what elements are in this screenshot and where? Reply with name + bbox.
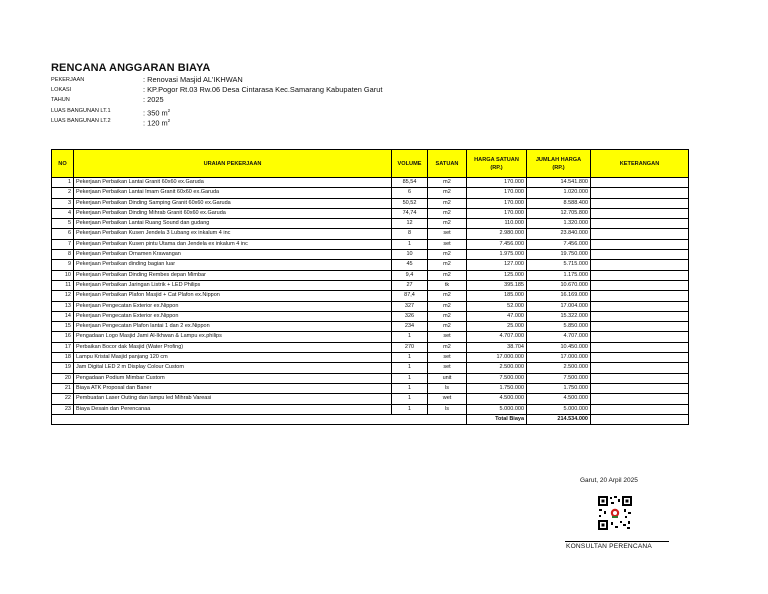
info-label: LUAS BANGUNAN LT.1: [51, 107, 111, 114]
cell-no: 15: [52, 322, 74, 332]
cell-uraian: Pekerjaan Perbaikan Dinding Samping Granit 60x60 ex.Garuda: [74, 198, 392, 208]
cell-no: 12: [52, 291, 74, 301]
info-value: [143, 106, 170, 116]
table-row: [52, 353, 689, 363]
cell-jumlah-harga: 1.020.000: [527, 188, 591, 198]
cell-volume: 326: [392, 311, 428, 321]
cell-no: 18: [52, 353, 74, 363]
document-title: RENCANA ANGGARAN BIAYA: [51, 62, 211, 74]
info-row-luas-lt1: [51, 106, 382, 116]
table-row: [52, 301, 689, 311]
cell-no: 20: [52, 373, 74, 383]
cell-jumlah-harga: 7.500.000: [527, 373, 591, 383]
table-row: [52, 188, 689, 198]
cell-satuan: ls: [428, 383, 467, 393]
cell-keterangan: [591, 301, 689, 311]
cell-satuan: ls: [428, 404, 467, 414]
cell-volume: 1: [392, 353, 428, 363]
info-row-luas-lt2: [51, 116, 382, 126]
cell-satuan: set: [428, 363, 467, 373]
cell-uraian: Biaya ATK Proposal dan Baner: [74, 383, 392, 393]
cell-volume: 1: [392, 394, 428, 404]
total-label: Total Biaya: [467, 414, 527, 424]
cell-jumlah-harga: 15.322.000: [527, 311, 591, 321]
cell-satuan: m2: [428, 178, 467, 188]
cell-satuan: set: [428, 229, 467, 239]
cell-volume: 270: [392, 342, 428, 352]
cell-uraian: Biaya Desain dan Perencanaa: [74, 404, 392, 414]
info-value-text: : 120 m: [143, 118, 168, 128]
cell-satuan: m2: [428, 208, 467, 218]
cell-satuan: m2: [428, 301, 467, 311]
cell-no: 3: [52, 198, 74, 208]
unit-superscript: 2: [167, 107, 171, 113]
cell-keterangan: [591, 229, 689, 239]
cell-no: 7: [52, 239, 74, 249]
cell-uraian: Lampu Kristal Masjid panjang 120 cm: [74, 353, 392, 363]
cell-volume: 27: [392, 280, 428, 290]
total-row: [52, 414, 689, 424]
cell-no: 14: [52, 311, 74, 321]
cell-harga-satuan: 17.000.000: [467, 353, 527, 363]
table-row: [52, 280, 689, 290]
cell-keterangan: [591, 219, 689, 229]
cell-no: 11: [52, 280, 74, 290]
cell-jumlah-harga: 16.169.000: [527, 291, 591, 301]
header-uraian: URAIAN PEKERJAAN: [74, 150, 392, 178]
cell-keterangan: [591, 363, 689, 373]
cell-no: 19: [52, 363, 74, 373]
cell-keterangan: [591, 260, 689, 270]
cell-uraian: Perbaikan Bocor dak Masjid (Water Profing): [74, 342, 392, 352]
cell-keterangan: [591, 250, 689, 260]
cell-jumlah-harga: 19.750.000: [527, 250, 591, 260]
cell-harga-satuan: 47.000: [467, 311, 527, 321]
cell-jumlah-harga: 4.500.000: [527, 394, 591, 404]
total-spacer: [52, 414, 467, 424]
cell-volume: 9,4: [392, 270, 428, 280]
cell-keterangan: [591, 291, 689, 301]
consultant-title: KONSULTAN PERENCANA: [566, 543, 652, 550]
cell-jumlah-harga: 17.004.000: [527, 301, 591, 311]
cell-satuan: m2: [428, 219, 467, 229]
cell-satuan: m2: [428, 291, 467, 301]
cell-harga-satuan: 125.000: [467, 270, 527, 280]
cell-harga-satuan: 7.456.000: [467, 239, 527, 249]
cell-uraian: Pekerjaan Perbaikan Kusen pintu Utama dan Jendela ex inkalum 4 inc: [74, 239, 392, 249]
budget-table: [51, 149, 689, 425]
table-body: [52, 178, 689, 415]
cell-uraian: Pekerjaan Pengecatan Exterior ex.Nippon: [74, 311, 392, 321]
cell-keterangan: [591, 280, 689, 290]
cell-jumlah-harga: 5.850.000: [527, 322, 591, 332]
cell-volume: 1: [392, 404, 428, 414]
cell-no: 10: [52, 270, 74, 280]
cell-harga-satuan: 1.975.000: [467, 250, 527, 260]
cell-jumlah-harga: 8.588.400: [527, 198, 591, 208]
cell-keterangan: [591, 208, 689, 218]
cell-volume: 1: [392, 239, 428, 249]
cell-jumlah-harga: 2.500.000: [527, 363, 591, 373]
info-row-tahun: [51, 95, 382, 105]
cell-no: 6: [52, 229, 74, 239]
cell-uraian: Pekerjaan Perbaikan Plafon Masjid + Cat Plafon ex.Nippon: [74, 291, 392, 301]
info-label: PEKERJAAN: [51, 77, 85, 83]
cell-jumlah-harga: 1.320.000: [527, 219, 591, 229]
cell-satuan: m2: [428, 311, 467, 321]
signature-date: Garut, 20 Arpil 2025: [580, 477, 638, 484]
cell-harga-satuan: 1.750.000: [467, 383, 527, 393]
cell-harga-satuan: 170.000: [467, 178, 527, 188]
info-value-text: : 350 m: [143, 108, 168, 118]
cell-harga-satuan: 170.000: [467, 198, 527, 208]
cell-satuan: m2: [428, 270, 467, 280]
cell-uraian: Pekerjaan Perbaikan Lantai Imam Granit 60x60 ex.Garuda: [74, 188, 392, 198]
cell-jumlah-harga: 10.450.000: [527, 342, 591, 352]
cell-no: 17: [52, 342, 74, 352]
info-label: TAHUN: [51, 97, 70, 104]
cell-harga-satuan: 38.704: [467, 342, 527, 352]
cell-no: 21: [52, 383, 74, 393]
cell-no: 2: [52, 188, 74, 198]
cell-uraian: Pekerjaan Perbaikan Dinding Mihrab Granit 60x60 ex.Garuda: [74, 208, 392, 218]
cell-jumlah-harga: 23.840.000: [527, 229, 591, 239]
cell-volume: 1: [392, 332, 428, 342]
cell-volume: 327: [392, 301, 428, 311]
cell-volume: 87,4: [392, 291, 428, 301]
cell-keterangan: [591, 373, 689, 383]
info-label: LOKASI: [51, 87, 72, 94]
cell-jumlah-harga: 5.715.000: [527, 260, 591, 270]
cell-satuan: set: [428, 332, 467, 342]
cell-harga-satuan: 110.000: [467, 219, 527, 229]
cell-uraian: Pekerjaan Perbaikan Dinding Rembes depan Mimbar: [74, 270, 392, 280]
header-satuan: SATUAN: [428, 150, 467, 178]
cell-satuan: set: [428, 239, 467, 249]
cell-jumlah-harga: 4.707.000: [527, 332, 591, 342]
info-row-pekerjaan: [51, 75, 382, 85]
cell-jumlah-harga: 17.000.000: [527, 353, 591, 363]
cell-volume: 45: [392, 260, 428, 270]
cell-volume: 85,54: [392, 178, 428, 188]
cell-jumlah-harga: 14.541.800: [527, 178, 591, 188]
cell-keterangan: [591, 322, 689, 332]
table-row: [52, 311, 689, 321]
table-row: [52, 404, 689, 414]
total-keterangan: [591, 414, 689, 424]
cell-volume: 8: [392, 229, 428, 239]
table-row: [52, 291, 689, 301]
cell-keterangan: [591, 342, 689, 352]
cell-keterangan: [591, 383, 689, 393]
info-row-lokasi: [51, 85, 382, 95]
table-row: [52, 208, 689, 218]
cell-volume: 1: [392, 373, 428, 383]
cell-harga-satuan: 52.000: [467, 301, 527, 311]
table-row: [52, 270, 689, 280]
table-row: [52, 373, 689, 383]
cell-satuan: m2: [428, 198, 467, 208]
cell-satuan: m2: [428, 342, 467, 352]
cell-uraian: Pembuatan Laser Outing dan lampu led Mihrab Vareasi: [74, 394, 392, 404]
project-info: [51, 75, 382, 126]
total-value: 214.534.000: [527, 414, 591, 424]
cell-keterangan: [591, 353, 689, 363]
cell-keterangan: [591, 239, 689, 249]
table-row: [52, 383, 689, 393]
info-label: LUAS BANGUNAN LT.2: [51, 117, 111, 124]
table-row: [52, 322, 689, 332]
cell-keterangan: [591, 311, 689, 321]
cell-uraian: Pengadaan Podium Mimbar Custom: [74, 373, 392, 383]
cell-satuan: m2: [428, 188, 467, 198]
cell-keterangan: [591, 198, 689, 208]
cell-satuan: m2: [428, 250, 467, 260]
cell-jumlah-harga: 5.000.000: [527, 404, 591, 414]
table-row: [52, 394, 689, 404]
cell-satuan: m2: [428, 260, 467, 270]
cell-jumlah-harga: 12.705.800: [527, 208, 591, 218]
cell-jumlah-harga: 7.456.000: [527, 239, 591, 249]
cell-volume: 74,74: [392, 208, 428, 218]
cell-keterangan: [591, 394, 689, 404]
table-row: [52, 229, 689, 239]
cell-harga-satuan: 25.000: [467, 322, 527, 332]
cell-volume: 6: [392, 188, 428, 198]
qr-code-icon: [597, 495, 633, 531]
info-value: : KP.Pogor Rt.03 Rw.06 Desa Cintarasa Kec.Samarang Kabupaten Garut: [143, 85, 383, 95]
cell-no: 1: [52, 178, 74, 188]
cell-jumlah-harga: 1.750.000: [527, 383, 591, 393]
cell-uraian: Pekerjaan Pengecatan Exterior ex.Nippon: [74, 301, 392, 311]
header-harga-satuan: HARGA SATUAN (RP.): [467, 150, 527, 178]
cell-volume: 50,52: [392, 198, 428, 208]
cell-uraian: Pekerjaan Perbaikan Lantai Ruang Sound dan gudang: [74, 219, 392, 229]
cell-jumlah-harga: 10.670.000: [527, 280, 591, 290]
table-row: [52, 260, 689, 270]
table-row: [52, 342, 689, 352]
cell-harga-satuan: 4.500.000: [467, 394, 527, 404]
cell-volume: 234: [392, 322, 428, 332]
table-header-row: [52, 150, 689, 178]
cell-harga-satuan: 127.000: [467, 260, 527, 270]
cell-harga-satuan: 2.500.000: [467, 363, 527, 373]
cell-keterangan: [591, 404, 689, 414]
cell-harga-satuan: 170.000: [467, 208, 527, 218]
cell-uraian: Pekerjaan Perbaikan Jaringan Listrik + LED Philips: [74, 280, 392, 290]
cell-satuan: set: [428, 353, 467, 363]
cell-no: 4: [52, 208, 74, 218]
cell-uraian: Pengadaan Logo Masjid Jami Al-Ikhwan & Lampu ex.philips: [74, 332, 392, 342]
cell-keterangan: [591, 270, 689, 280]
header-no: NO: [52, 150, 74, 178]
cell-keterangan: [591, 332, 689, 342]
cell-uraian: Pekerjaan Perbaikan Ornamen Krawangan: [74, 250, 392, 260]
cell-uraian: Pekerjaan Perbaikan dinding bagian luar: [74, 260, 392, 270]
cell-harga-satuan: 4.707.000: [467, 332, 527, 342]
cell-harga-satuan: 395.185: [467, 280, 527, 290]
table-row: [52, 239, 689, 249]
cell-volume: 1: [392, 363, 428, 373]
cell-satuan: unit: [428, 373, 467, 383]
cell-volume: 1: [392, 383, 428, 393]
cell-uraian: Jam Digital LED 2 m Display Colour Custom: [74, 363, 392, 373]
table-row: [52, 219, 689, 229]
cell-keterangan: [591, 188, 689, 198]
cell-harga-satuan: 185.000: [467, 291, 527, 301]
cell-harga-satuan: 7.500.000: [467, 373, 527, 383]
table-row: [52, 332, 689, 342]
info-value: : 2025: [143, 95, 164, 105]
unit-superscript: 2: [167, 117, 171, 123]
header-volume: VOLUME: [392, 150, 428, 178]
cell-no: 8: [52, 250, 74, 260]
cell-no: 5: [52, 219, 74, 229]
cell-uraian: Pekerjaan Perbaikan Kusen Jendela 3 Lubang ex inkalum 4 inc: [74, 229, 392, 239]
table-row: [52, 363, 689, 373]
table-row: [52, 178, 689, 188]
cell-no: 9: [52, 260, 74, 270]
info-value: : Renovasi Masjid AL'IKHWAN: [143, 75, 243, 84]
signature-line: [565, 541, 669, 542]
cell-no: 16: [52, 332, 74, 342]
header-jumlah-harga: JUMLAH HARGA (RP.): [527, 150, 591, 178]
cell-volume: 12: [392, 219, 428, 229]
cell-volume: 10: [392, 250, 428, 260]
cell-uraian: Pekerjaan Pengecatan Plafon lantai 1 dan 2 ex.Nippon: [74, 322, 392, 332]
cell-keterangan: [591, 178, 689, 188]
info-value: [143, 116, 170, 126]
table-row: [52, 250, 689, 260]
cell-harga-satuan: 2.980.000: [467, 229, 527, 239]
cell-jumlah-harga: 1.175.000: [527, 270, 591, 280]
cell-satuan: tk: [428, 280, 467, 290]
cell-no: 23: [52, 404, 74, 414]
cell-satuan: wet: [428, 394, 467, 404]
cell-satuan: m2: [428, 322, 467, 332]
table-row: [52, 198, 689, 208]
cell-uraian: Pekerjaan Perbaikan Lantai Granit 60x60 ex.Garuda: [74, 178, 392, 188]
cell-no: 22: [52, 394, 74, 404]
cell-no: 13: [52, 301, 74, 311]
header-keterangan: KETERANGAN: [591, 150, 689, 178]
cell-harga-satuan: 170.000: [467, 188, 527, 198]
cell-harga-satuan: 5.000.000: [467, 404, 527, 414]
